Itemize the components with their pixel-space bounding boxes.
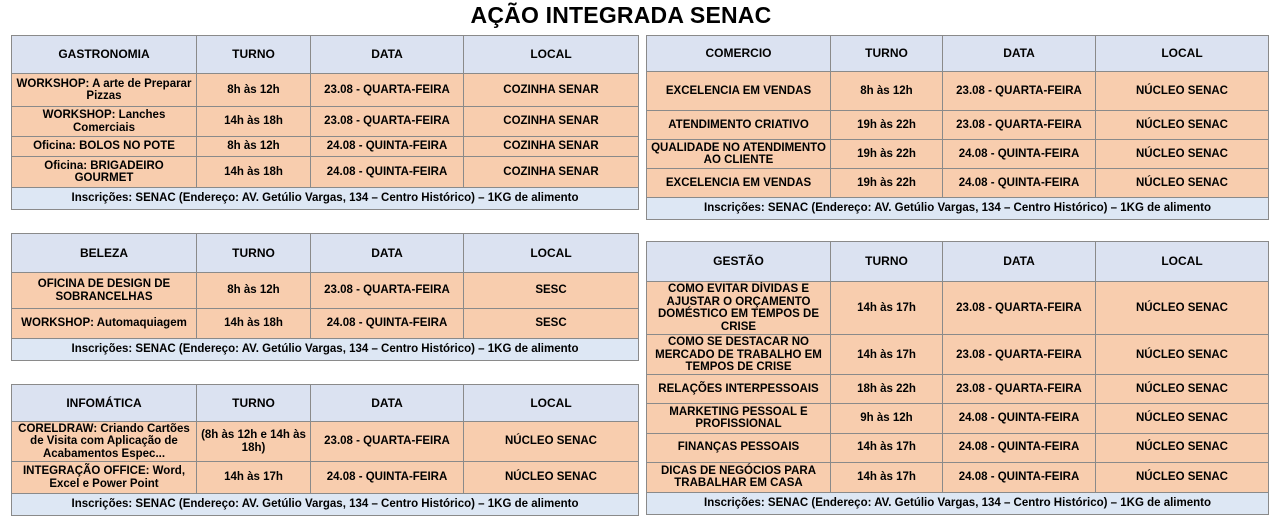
cell-turno: 14h às 17h <box>197 462 311 494</box>
cell-local: NÚCLEO SENAC <box>464 422 639 462</box>
cell-local: NÚCLEO SENAC <box>1096 282 1269 335</box>
table-informatica <box>11 384 639 516</box>
cell-data: 24.08 - QUINTA-FEIRA <box>311 462 464 494</box>
cell-curso: ATENDIMENTO CRIATIVO <box>647 111 831 140</box>
header-turno: TURNO <box>197 234 311 273</box>
cell-data: 23.08 - QUARTA-FEIRA <box>311 74 464 107</box>
cell-local: SESC <box>464 309 639 339</box>
cell-data: 24.08 - QUINTA-FEIRA <box>943 433 1096 462</box>
table-row <box>647 433 1269 462</box>
cell-data: 23.08 - QUARTA-FEIRA <box>943 335 1096 375</box>
table-row <box>12 462 639 494</box>
header-data: DATA <box>311 36 464 74</box>
cell-data: 24.08 - QUINTA-FEIRA <box>943 169 1096 198</box>
header-turno: TURNO <box>197 36 311 74</box>
cell-turno: 19h às 22h <box>831 111 943 140</box>
cell-turno: 8h às 12h <box>197 273 311 309</box>
table-row <box>647 72 1269 111</box>
cell-local: COZINHA SENAR <box>464 107 639 137</box>
cell-local: NÚCLEO SENAC <box>1096 335 1269 375</box>
footer-inscricoes: Inscrições: SENAC (Endereço: AV. Getúlio Vargas, 134 – Centro Histórico) – 1KG de alimento <box>647 198 1269 220</box>
cell-local: NÚCLEO SENAC <box>1096 140 1269 169</box>
cell-curso: WORKSHOP: A arte de Preparar Pizzas <box>12 74 197 107</box>
cell-curso: QUALIDADE NO ATENDIMENTO AO CLIENTE <box>647 140 831 169</box>
cell-curso: INTEGRAÇÃO OFFICE: Word, Excel e Power Point <box>12 462 197 494</box>
cell-turno: 18h às 22h <box>831 375 943 403</box>
header-local: LOCAL <box>464 385 639 422</box>
header-local: LOCAL <box>1096 36 1269 72</box>
cell-local: COZINHA SENAR <box>464 137 639 157</box>
table-row <box>12 273 639 309</box>
cell-curso: COMO SE DESTACAR NO MERCADO DE TRABALHO EM TEMPOS DE CRISE <box>647 335 831 375</box>
header-category: GASTRONOMIA <box>12 36 197 74</box>
header-category: COMERCIO <box>647 36 831 72</box>
cell-turno: 8h às 12h <box>197 137 311 157</box>
header-local: LOCAL <box>1096 242 1269 282</box>
cell-local: NÚCLEO SENAC <box>1096 403 1269 433</box>
cell-local: NÚCLEO SENAC <box>1096 72 1269 111</box>
footer-inscricoes: Inscrições: SENAC (Endereço: AV. Getúlio Vargas, 134 – Centro Histórico) – 1KG de alimento <box>12 339 639 361</box>
cell-curso: Oficina: BOLOS NO POTE <box>12 137 197 157</box>
cell-curso: Oficina: BRIGADEIRO GOURMET <box>12 157 197 188</box>
cell-data: 23.08 - QUARTA-FEIRA <box>943 375 1096 403</box>
cell-data: 23.08 - QUARTA-FEIRA <box>311 107 464 137</box>
header-turno: TURNO <box>831 242 943 282</box>
table-row <box>647 111 1269 140</box>
header-category: BELEZA <box>12 234 197 273</box>
cell-curso: DICAS DE NEGÓCIOS PARA TRABALHAR EM CASA <box>647 462 831 492</box>
table-row <box>647 335 1269 375</box>
cell-data: 23.08 - QUARTA-FEIRA <box>943 282 1096 335</box>
cell-turno: 14h às 18h <box>197 107 311 137</box>
cell-local: NÚCLEO SENAC <box>1096 169 1269 198</box>
cell-turno: 14h às 18h <box>197 157 311 188</box>
header-turno: TURNO <box>831 36 943 72</box>
table-row <box>12 74 639 107</box>
header-data: DATA <box>943 242 1096 282</box>
table-row <box>647 462 1269 492</box>
cell-turno: 14h às 18h <box>197 309 311 339</box>
table-gastronomia <box>11 35 639 210</box>
table-row <box>647 169 1269 198</box>
cell-data: 24.08 - QUINTA-FEIRA <box>311 157 464 188</box>
cell-data: 23.08 - QUARTA-FEIRA <box>943 111 1096 140</box>
cell-curso: COMO EVITAR DÍVIDAS E AJUSTAR O ORÇAMENTO DOMÉSTICO EM TEMPOS DE CRISE <box>647 282 831 335</box>
table-row <box>12 137 639 157</box>
header-local: LOCAL <box>464 36 639 74</box>
cell-turno: 19h às 22h <box>831 140 943 169</box>
header-category: GESTÃO <box>647 242 831 282</box>
cell-turno: 8h às 12h <box>831 72 943 111</box>
footer-inscricoes: Inscrições: SENAC (Endereço: AV. Getúlio Vargas, 134 – Centro Histórico) – 1KG de alimento <box>647 492 1269 514</box>
cell-local: SESC <box>464 273 639 309</box>
table-row <box>12 157 639 188</box>
cell-data: 23.08 - QUARTA-FEIRA <box>311 273 464 309</box>
table-row <box>647 282 1269 335</box>
cell-local: NÚCLEO SENAC <box>1096 433 1269 462</box>
table-row <box>12 422 639 462</box>
cell-curso: FINANÇAS PESSOAIS <box>647 433 831 462</box>
cell-curso: EXCELENCIA EM VENDAS <box>647 72 831 111</box>
cell-data: 24.08 - QUINTA-FEIRA <box>943 140 1096 169</box>
cell-turno: 9h às 12h <box>831 403 943 433</box>
table-row <box>12 107 639 137</box>
cell-data: 23.08 - QUARTA-FEIRA <box>943 72 1096 111</box>
cell-data: 23.08 - QUARTA-FEIRA <box>311 422 464 462</box>
cell-curso: WORKSHOP: Lanches Comerciais <box>12 107 197 137</box>
table-row <box>12 309 639 339</box>
cell-local: NÚCLEO SENAC <box>464 462 639 494</box>
table-beleza <box>11 233 639 361</box>
footer-inscricoes: Inscrições: SENAC (Endereço: AV. Getúlio Vargas, 134 – Centro Histórico) – 1KG de alimento <box>12 188 639 210</box>
cell-local: NÚCLEO SENAC <box>1096 375 1269 403</box>
header-turno: TURNO <box>197 385 311 422</box>
page-title: AÇÃO INTEGRADA SENAC <box>470 2 772 28</box>
cell-turno: 8h às 12h <box>197 74 311 107</box>
header-data: DATA <box>943 36 1096 72</box>
footer-inscricoes: Inscrições: SENAC (Endereço: AV. Getúlio Vargas, 134 – Centro Histórico) – 1KG de alimento <box>12 494 639 516</box>
cell-turno: 14h às 17h <box>831 335 943 375</box>
cell-curso: EXCELENCIA EM VENDAS <box>647 169 831 198</box>
header-data: DATA <box>311 385 464 422</box>
cell-data: 24.08 - QUINTA-FEIRA <box>311 309 464 339</box>
table-gestao <box>646 241 1269 515</box>
table-comercio <box>646 35 1269 220</box>
header-category: INFOMÁTICA <box>12 385 197 422</box>
cell-curso: RELAÇÕES INTERPESSOAIS <box>647 375 831 403</box>
cell-turno: 14h às 17h <box>831 462 943 492</box>
header-local: LOCAL <box>464 234 639 273</box>
cell-curso: MARKETING PESSOAL E PROFISSIONAL <box>647 403 831 433</box>
cell-turno: 14h às 17h <box>831 433 943 462</box>
table-row <box>647 375 1269 403</box>
cell-data: 24.08 - QUINTA-FEIRA <box>943 403 1096 433</box>
table-row <box>647 403 1269 433</box>
cell-turno: (8h às 12h e 14h às 18h) <box>197 422 311 462</box>
table-row <box>647 140 1269 169</box>
cell-local: COZINHA SENAR <box>464 157 639 188</box>
cell-data: 24.08 - QUINTA-FEIRA <box>943 462 1096 492</box>
cell-curso: CORELDRAW: Criando Cartões de Visita com Aplicação de Acabamentos Espec... <box>12 422 197 462</box>
cell-turno: 19h às 22h <box>831 169 943 198</box>
cell-local: COZINHA SENAR <box>464 74 639 107</box>
cell-local: NÚCLEO SENAC <box>1096 111 1269 140</box>
cell-curso: WORKSHOP: Automaquiagem <box>12 309 197 339</box>
header-data: DATA <box>311 234 464 273</box>
cell-data: 24.08 - QUINTA-FEIRA <box>311 137 464 157</box>
cell-local: NÚCLEO SENAC <box>1096 462 1269 492</box>
cell-turno: 14h às 17h <box>831 282 943 335</box>
cell-curso: OFICINA DE DESIGN DE SOBRANCELHAS <box>12 273 197 309</box>
